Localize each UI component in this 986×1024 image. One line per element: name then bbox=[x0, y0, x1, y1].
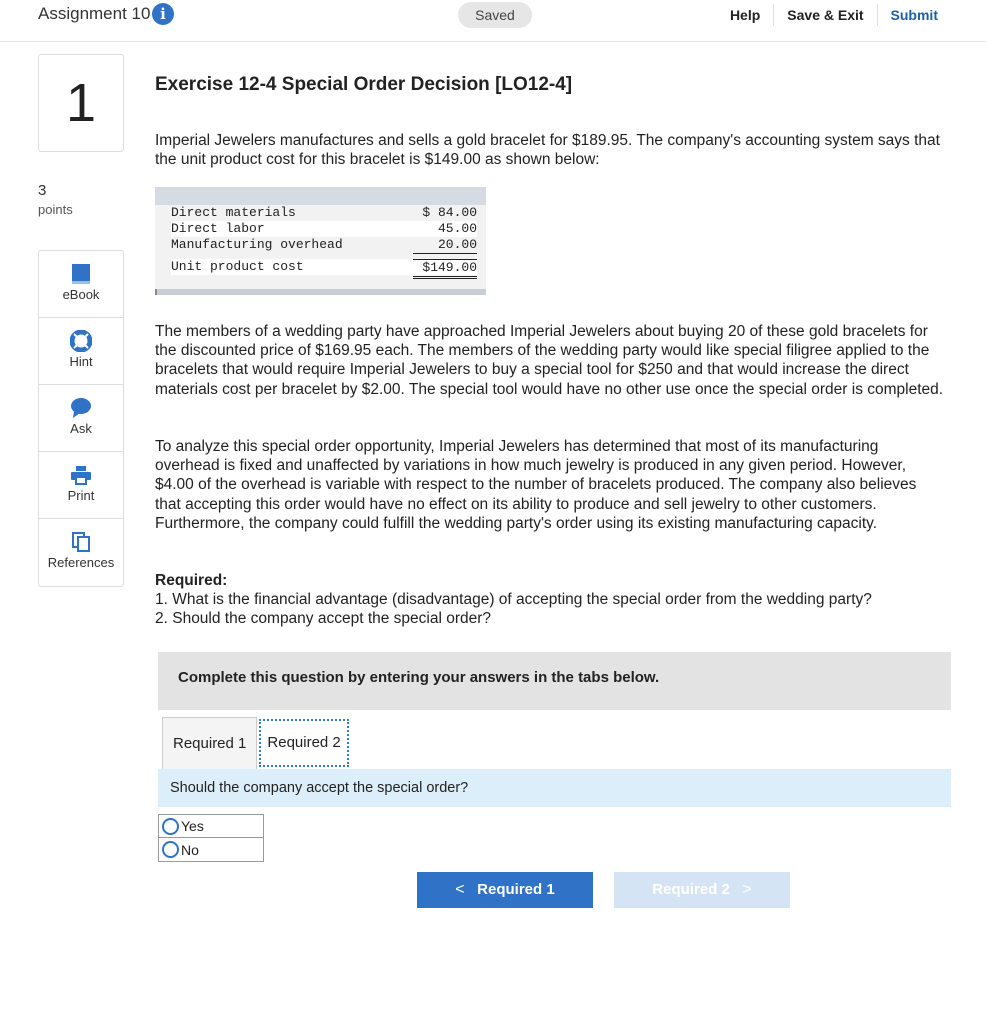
printer-icon bbox=[39, 464, 123, 486]
submit-link[interactable]: Submit bbox=[890, 7, 938, 23]
tool-label: Print bbox=[67, 488, 95, 503]
required-item: 1. What is the financial advantage (disadvantage) of accepting the special order from the wedding party? bbox=[155, 591, 872, 609]
table-row bbox=[171, 237, 477, 253]
assignment-title: Assignment 10 bbox=[38, 4, 151, 23]
points-value: 3 bbox=[38, 182, 47, 199]
prev-button-label: Required 1 bbox=[477, 881, 555, 898]
tab-required-2[interactable]: Required 2 bbox=[257, 717, 350, 769]
book-icon bbox=[39, 263, 123, 285]
radio-button[interactable] bbox=[162, 818, 179, 835]
intro-paragraph: Imperial Jewelers manufactures and sells a gold bracelet for $189.95. The company's accounting system says that the unit product cost for this bracelet is $149.00 as shown below: bbox=[155, 132, 940, 169]
hint-button[interactable] bbox=[39, 318, 123, 385]
points-label: points bbox=[38, 202, 73, 217]
tool-label: References bbox=[47, 555, 115, 570]
instructions-box: Complete this question by entering your answers in the tabs below. bbox=[158, 652, 951, 710]
references-button[interactable] bbox=[39, 519, 123, 586]
cost-amount: 20.00 bbox=[413, 237, 477, 254]
table-row bbox=[171, 205, 477, 221]
cost-amount: 45.00 bbox=[437, 221, 477, 236]
cost-label: Direct materials bbox=[171, 205, 296, 220]
cost-amount: $ 84.00 bbox=[422, 205, 477, 220]
table-row bbox=[171, 221, 477, 237]
next-button-label: Required 2 bbox=[652, 881, 730, 898]
required-heading: Required: bbox=[155, 572, 228, 589]
question-prompt: Should the company accept the special order? bbox=[158, 769, 951, 807]
tool-label: Ask bbox=[70, 421, 92, 436]
lifebuoy-icon bbox=[39, 330, 123, 352]
tool-label: Hint bbox=[69, 354, 93, 369]
save-exit-link[interactable]: Save & Exit bbox=[787, 7, 864, 23]
print-button[interactable] bbox=[39, 452, 123, 519]
saved-status-badge: Saved bbox=[458, 2, 532, 28]
info-icon[interactable]: i bbox=[152, 3, 174, 25]
chevron-right-icon: > bbox=[742, 881, 752, 898]
table-scrollbar[interactable] bbox=[155, 289, 486, 295]
answer-options bbox=[158, 814, 264, 862]
ask-button[interactable] bbox=[39, 385, 123, 452]
question-number: 1 bbox=[38, 54, 124, 152]
tool-label: eBook bbox=[62, 287, 100, 302]
cost-label: Unit product cost bbox=[171, 259, 304, 274]
chevron-left-icon: < bbox=[455, 881, 465, 898]
ebook-button[interactable] bbox=[39, 251, 123, 318]
option-no[interactable] bbox=[159, 838, 263, 861]
tab-required-1[interactable]: Required 1 bbox=[162, 717, 257, 769]
exercise-title: Exercise 12-4 Special Order Decision [LO12-4] bbox=[155, 74, 573, 95]
scenario-paragraph: The members of a wedding party have approached Imperial Jewelers about buying 20 of these gold bracelets for the discounted price of $169.95 each. The members of the wedding party would like special filigree applied to the bracelets that would require Imperial Jewelers to buy a special tool for $250 and that would increase the direct materials cost per bracelet by $2.00. The special tool would have no other use once the special order is completed. bbox=[155, 323, 944, 398]
tools-panel bbox=[38, 250, 124, 587]
analysis-paragraph: To analyze this special order opportunity, Imperial Jewelers has determined that most of its manufacturing overhead is fixed and unaffected by variations in how much jewelry is produced in any given period. However, $4.00 of the overhead is variable with respect to the number of bracelets produced. The company also believes that accepting this order would have no effect on its ability to produce and sell jewelry to other customers. Furthermore, the company could fulfill the wedding party's order using its existing manufacturing capacity. bbox=[155, 438, 917, 532]
option-label: Yes bbox=[181, 818, 204, 834]
radio-button[interactable] bbox=[162, 841, 179, 858]
help-link[interactable]: Help bbox=[729, 7, 761, 23]
option-yes[interactable] bbox=[159, 815, 263, 838]
cost-amount: $149.00 bbox=[413, 259, 477, 279]
table-row bbox=[171, 259, 477, 275]
top-bar bbox=[0, 0, 986, 42]
next-required-button[interactable] bbox=[614, 872, 790, 908]
required-item: 2. Should the company accept the special order? bbox=[155, 610, 492, 628]
top-links bbox=[717, 4, 948, 26]
chat-bubble-icon bbox=[39, 397, 123, 419]
cost-label: Manufacturing overhead bbox=[171, 237, 343, 252]
option-label: No bbox=[181, 841, 199, 858]
prev-required-button[interactable] bbox=[417, 872, 593, 908]
answer-tabs bbox=[162, 717, 351, 769]
cost-label: Direct labor bbox=[171, 221, 265, 236]
required-section bbox=[155, 571, 872, 629]
cost-table bbox=[155, 187, 486, 295]
copy-pages-icon bbox=[39, 531, 123, 553]
